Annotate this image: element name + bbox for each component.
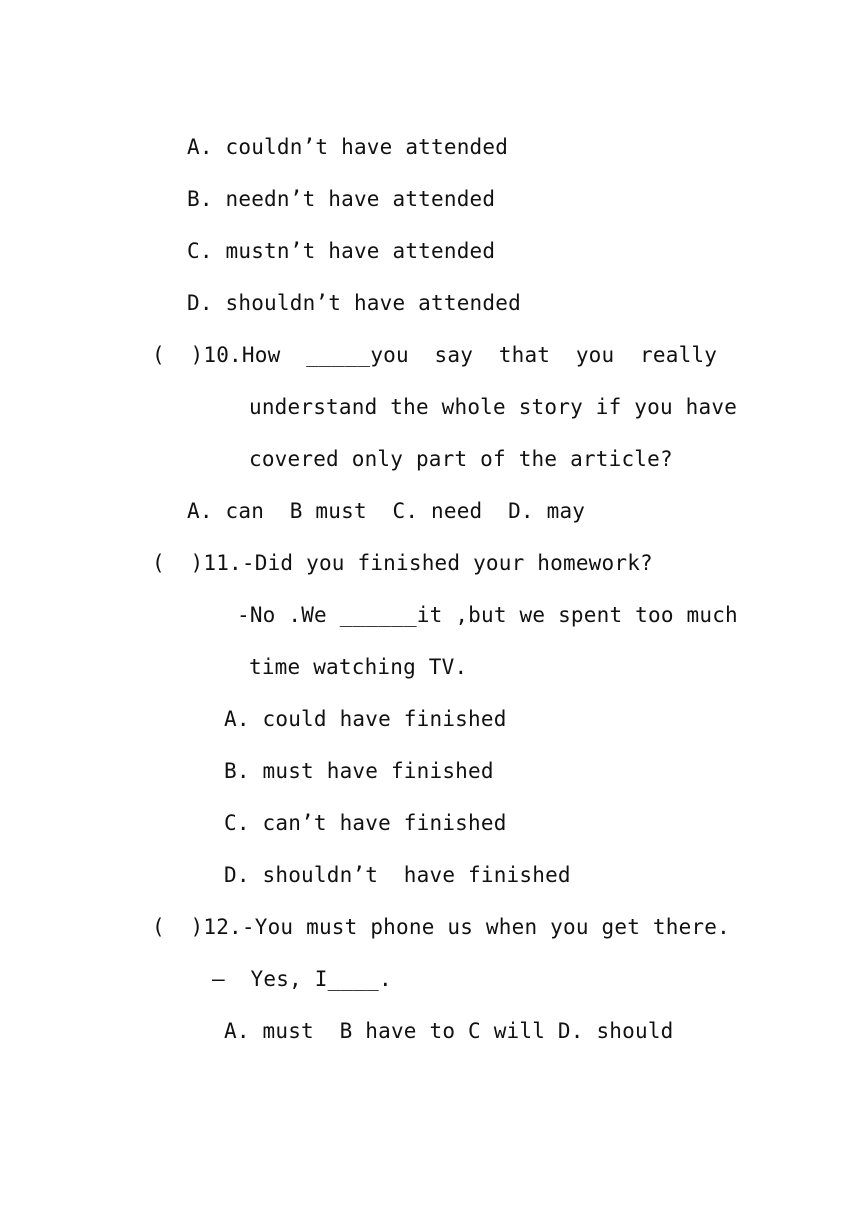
q11-option-c: C. can’t have finished [224,811,507,835]
q10-stem-line-2: understand the whole story if you have [249,395,738,419]
q11-option-d: D. shouldn’t have finished [224,863,571,887]
q9-option-b: B. needn’t have attended [187,187,496,211]
q11-stem-line-3: time watching TV. [249,655,468,679]
q12-stem-line-2: – Yes, I____. [212,967,392,991]
q9-option-c: C. mustn’t have attended [187,239,496,263]
q10-stem-line-3: covered only part of the article? [249,447,673,471]
q11-option-a: A. could have finished [224,707,507,731]
q9-option-d: D. shouldn’t have attended [187,291,521,315]
q11-stem-line-1: ( )11.-Did you finished your homework? [152,551,653,575]
q10-options: A. can B must C. need D. may [187,499,586,523]
q12-stem-line-1: ( )12.-You must phone us when you get there. [152,915,730,939]
q11-stem-line-2: -No .We ______it ,but we spent too much [237,603,738,627]
q10-stem-line-1: ( )10.How _____you say that you really [152,343,718,367]
q9-option-a: A. couldn’t have attended [187,135,509,159]
q11-option-b: B. must have finished [224,759,494,783]
q12-options: A. must B have to C will D. should [224,1019,674,1043]
